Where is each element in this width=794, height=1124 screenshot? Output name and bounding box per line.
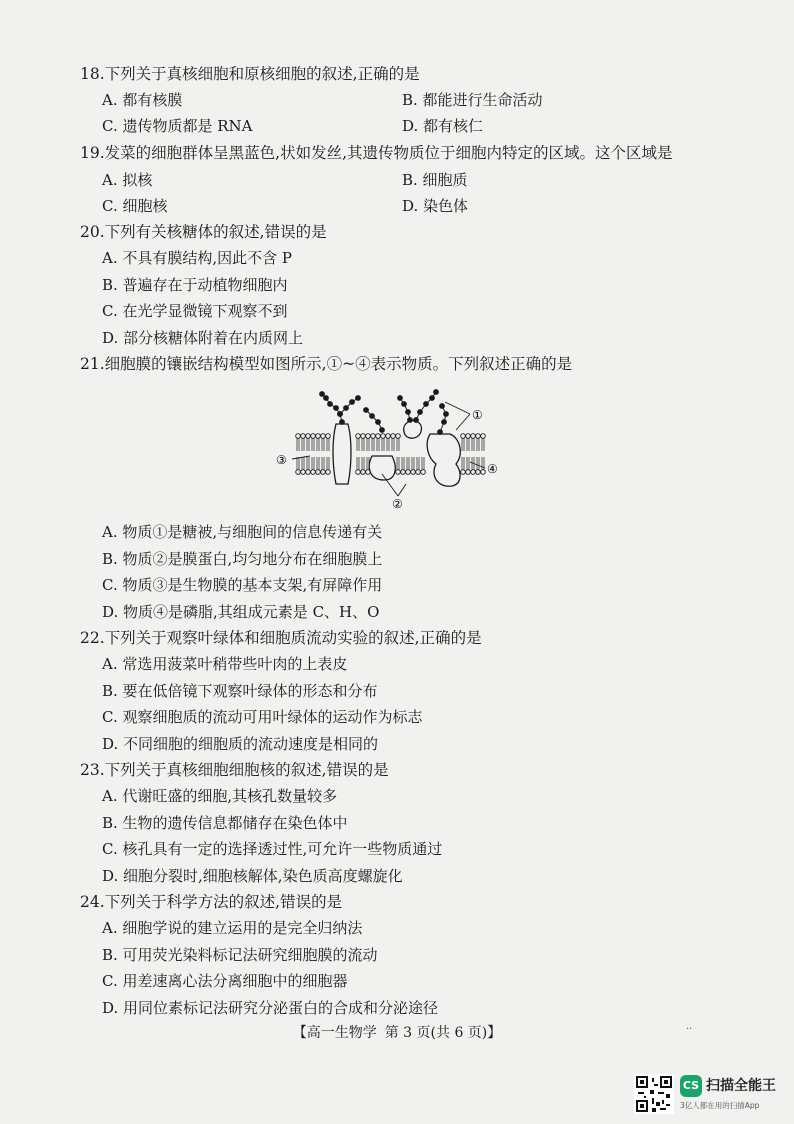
q22-option-c: C. 观察细胞质的流动可用叶绿体的运动作为标志 [102,708,423,726]
camscanner-tagline: 3亿人都在用的扫描App [680,1101,760,1110]
q20-option-a: A. 不具有膜结构,因此不含 P [102,249,292,267]
question-22-stem: 22.下列关于观察叶绿体和细胞质流动实验的叙述,正确的是 [80,629,482,647]
q21-option-d: D. 物质④是磷脂,其组成元素是 C、H、O [102,603,380,621]
q19-option-d: D. 染色体 [402,197,469,215]
footer-subject: 【高一生物学 [292,1025,377,1041]
membrane-protein-right [427,434,460,486]
q20-option-d: D. 部分核糖体附着在内质网上 [102,329,304,347]
scan-mark: ·· [686,1024,693,1035]
footer-page: 第 3 页(共 6 页)】 [384,1025,502,1041]
q24-option-d: D. 用同位素标记法研究分泌蛋白的合成和分泌途径 [102,999,439,1017]
q21-option-a: A. 物质①是糖被,与细胞间的信息传递有关 [102,523,383,541]
label-3: ③ [276,453,287,467]
question-20-stem: 20.下列有关核糖体的叙述,错误的是 [80,223,327,241]
q18-option-d: D. 都有核仁 [402,117,484,135]
cell-membrane-diagram [270,384,510,514]
q21-option-c: C. 物质③是生物膜的基本支架,有屏障作用 [102,576,383,594]
q24-option-b: B. 可用荧光染料标记法研究细胞膜的流动 [102,946,378,964]
question-21-stem: 21.细胞膜的镶嵌结构模型如图所示,①~④表示物质。下列叙述正确的是 [80,355,573,373]
label-1: ① [472,408,483,422]
q20-option-b: B. 普遍存在于动植物细胞内 [102,276,288,294]
q22-option-b: B. 要在低倍镜下观察叶绿体的形态和分布 [102,682,378,700]
q18-option-a: A. 都有核膜 [102,91,183,109]
q18-option-b: B. 都能进行生命活动 [402,91,543,109]
q23-option-d: D. 细胞分裂时,细胞核解体,染色质高度螺旋化 [102,867,403,885]
question-19-stem: 19.发菜的细胞群体呈黑蓝色,状如发丝,其遗传物质位于细胞内特定的区域。这个区域是 [80,144,673,162]
q21-option-b: B. 物质②是膜蛋白,均匀地分布在细胞膜上 [102,550,383,568]
label-2: ② [392,497,403,511]
q24-option-a: A. 细胞学说的建立运用的是完全归纳法 [102,919,363,937]
membrane-protein-upper [404,421,422,438]
q20-option-c: C. 在光学显微镜下观察不到 [102,302,288,320]
qr-code-icon [634,1074,674,1114]
q19-option-a: A. 拟核 [102,171,153,189]
q19-option-b: B. 细胞质 [402,171,468,189]
q22-option-a: A. 常选用菠菜叶稍带些叶肉的上表皮 [102,655,348,673]
q18-option-c: C. 遗传物质都是 RNA [102,117,253,135]
q23-option-a: A. 代谢旺盛的细胞,其核孔数量较多 [102,787,338,805]
q22-option-d: D. 不同细胞的细胞质的流动速度是相同的 [102,735,379,753]
camscanner-name: 扫描全能王 [706,1078,776,1094]
camscanner-logo: CS [680,1075,702,1097]
membrane-protein-middle [369,456,395,480]
question-23-stem: 23.下列关于真核细胞细胞核的叙述,错误的是 [80,761,389,779]
q23-option-b: B. 生物的遗传信息都储存在染色体中 [102,814,348,832]
membrane-protein-left [333,424,351,484]
q24-option-c: C. 用差速离心法分离细胞中的细胞器 [102,972,348,990]
question-18-stem: 18.下列关于真核细胞和原核细胞的叙述,正确的是 [80,65,420,83]
q19-option-c: C. 细胞核 [102,197,168,215]
question-24-stem: 24.下列关于科学方法的叙述,错误的是 [80,893,343,911]
page-footer [0,1022,794,1042]
label-4: ④ [487,462,498,476]
q23-option-c: C. 核孔具有一定的选择透过性,可允许一些物质通过 [102,840,443,858]
